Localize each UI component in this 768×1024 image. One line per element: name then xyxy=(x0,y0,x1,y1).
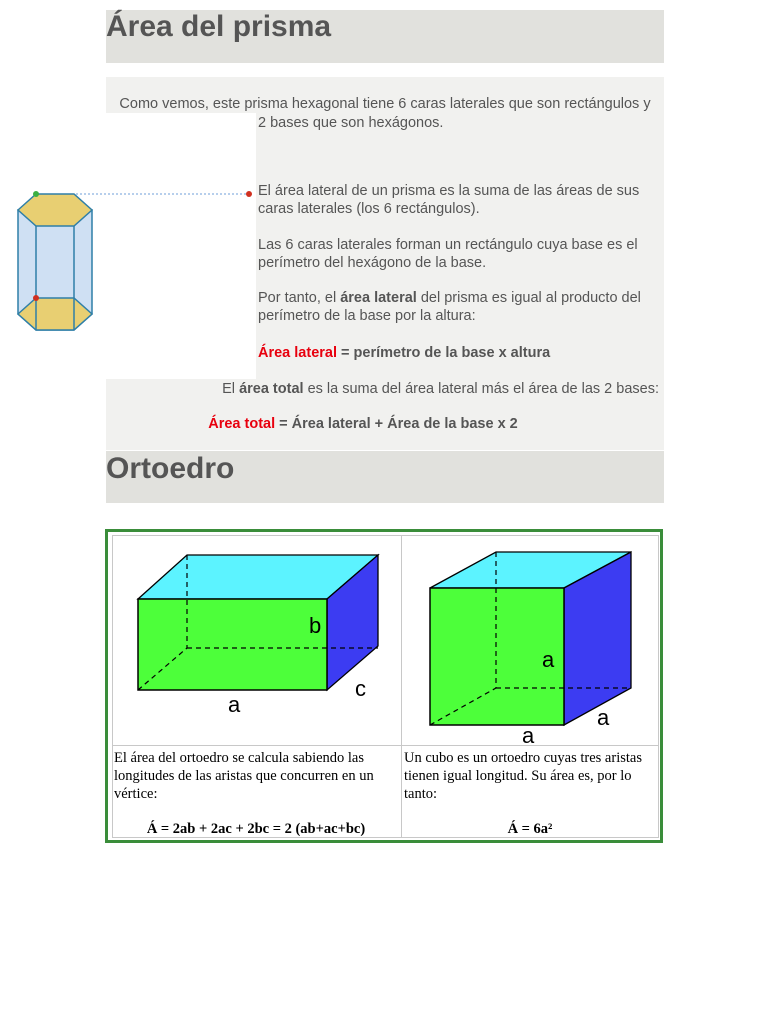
paragraph-rectangulo: Las 6 caras laterales forman un rectángulo cuya base es el perímetro del hexágono de la base. xyxy=(258,237,638,271)
cubo-figure xyxy=(402,536,658,745)
section-title-ortoedro xyxy=(106,451,664,503)
label-a-front: a xyxy=(542,647,555,672)
cubo-formula: Á = 6a² xyxy=(507,821,553,837)
formula-area-total: Área total = Área lateral + Área de la base x 2 xyxy=(208,416,518,432)
section-title-text: Área del prisma xyxy=(106,10,332,43)
formula-area-lateral: Área lateral = perímetro de la base x altura xyxy=(258,345,551,361)
paragraph-area-total: El área total es la suma del área lateral más el área de las 2 bases: xyxy=(222,381,659,397)
ortoedro-figure xyxy=(113,536,401,745)
paragraph-area-lateral-def: El área lateral de un prisma es la suma de las áreas de sus caras laterales (los 6 rectángulos). xyxy=(258,183,640,217)
section-title-area-prisma xyxy=(106,10,664,63)
label-a-bottom: a xyxy=(522,723,535,745)
label-c: c xyxy=(355,676,366,701)
paragraph-por-tanto: Por tanto, el área lateral del prisma es igual al producto del perímetro de la base por la altura: xyxy=(258,290,641,324)
cell-cubo-text xyxy=(401,745,659,838)
intro-text-line1: Como vemos, este prisma hexagonal tiene 6 caras laterales que son rectángulos y xyxy=(119,96,651,112)
hexagonal-prism-figure xyxy=(0,180,260,340)
label-a: a xyxy=(228,692,241,717)
label-b: b xyxy=(309,613,322,638)
ortoedro-table xyxy=(105,529,663,843)
section-title-text: Ortoedro xyxy=(106,452,235,485)
cell-cubo-image xyxy=(401,535,659,746)
cell-ortoedro-text xyxy=(112,745,402,838)
ortoedro-formula: Á = 2ab + 2ac + 2bc = 2 (ab+ac+bc) xyxy=(146,821,366,837)
intro-text-line2: 2 bases que son hexágonos. xyxy=(258,115,444,131)
ortoedro-description: El área del ortoedro se calcula sabiendo las longitudes de las aristas que concurren en un vértice: xyxy=(114,750,374,802)
label-a-side: a xyxy=(597,705,610,730)
cell-ortoedro-image xyxy=(112,535,402,746)
cubo-description: Un cubo es un ortoedro cuyas tres aristas tienen igual longitud. Su área es, por lo tanto: xyxy=(404,750,642,802)
